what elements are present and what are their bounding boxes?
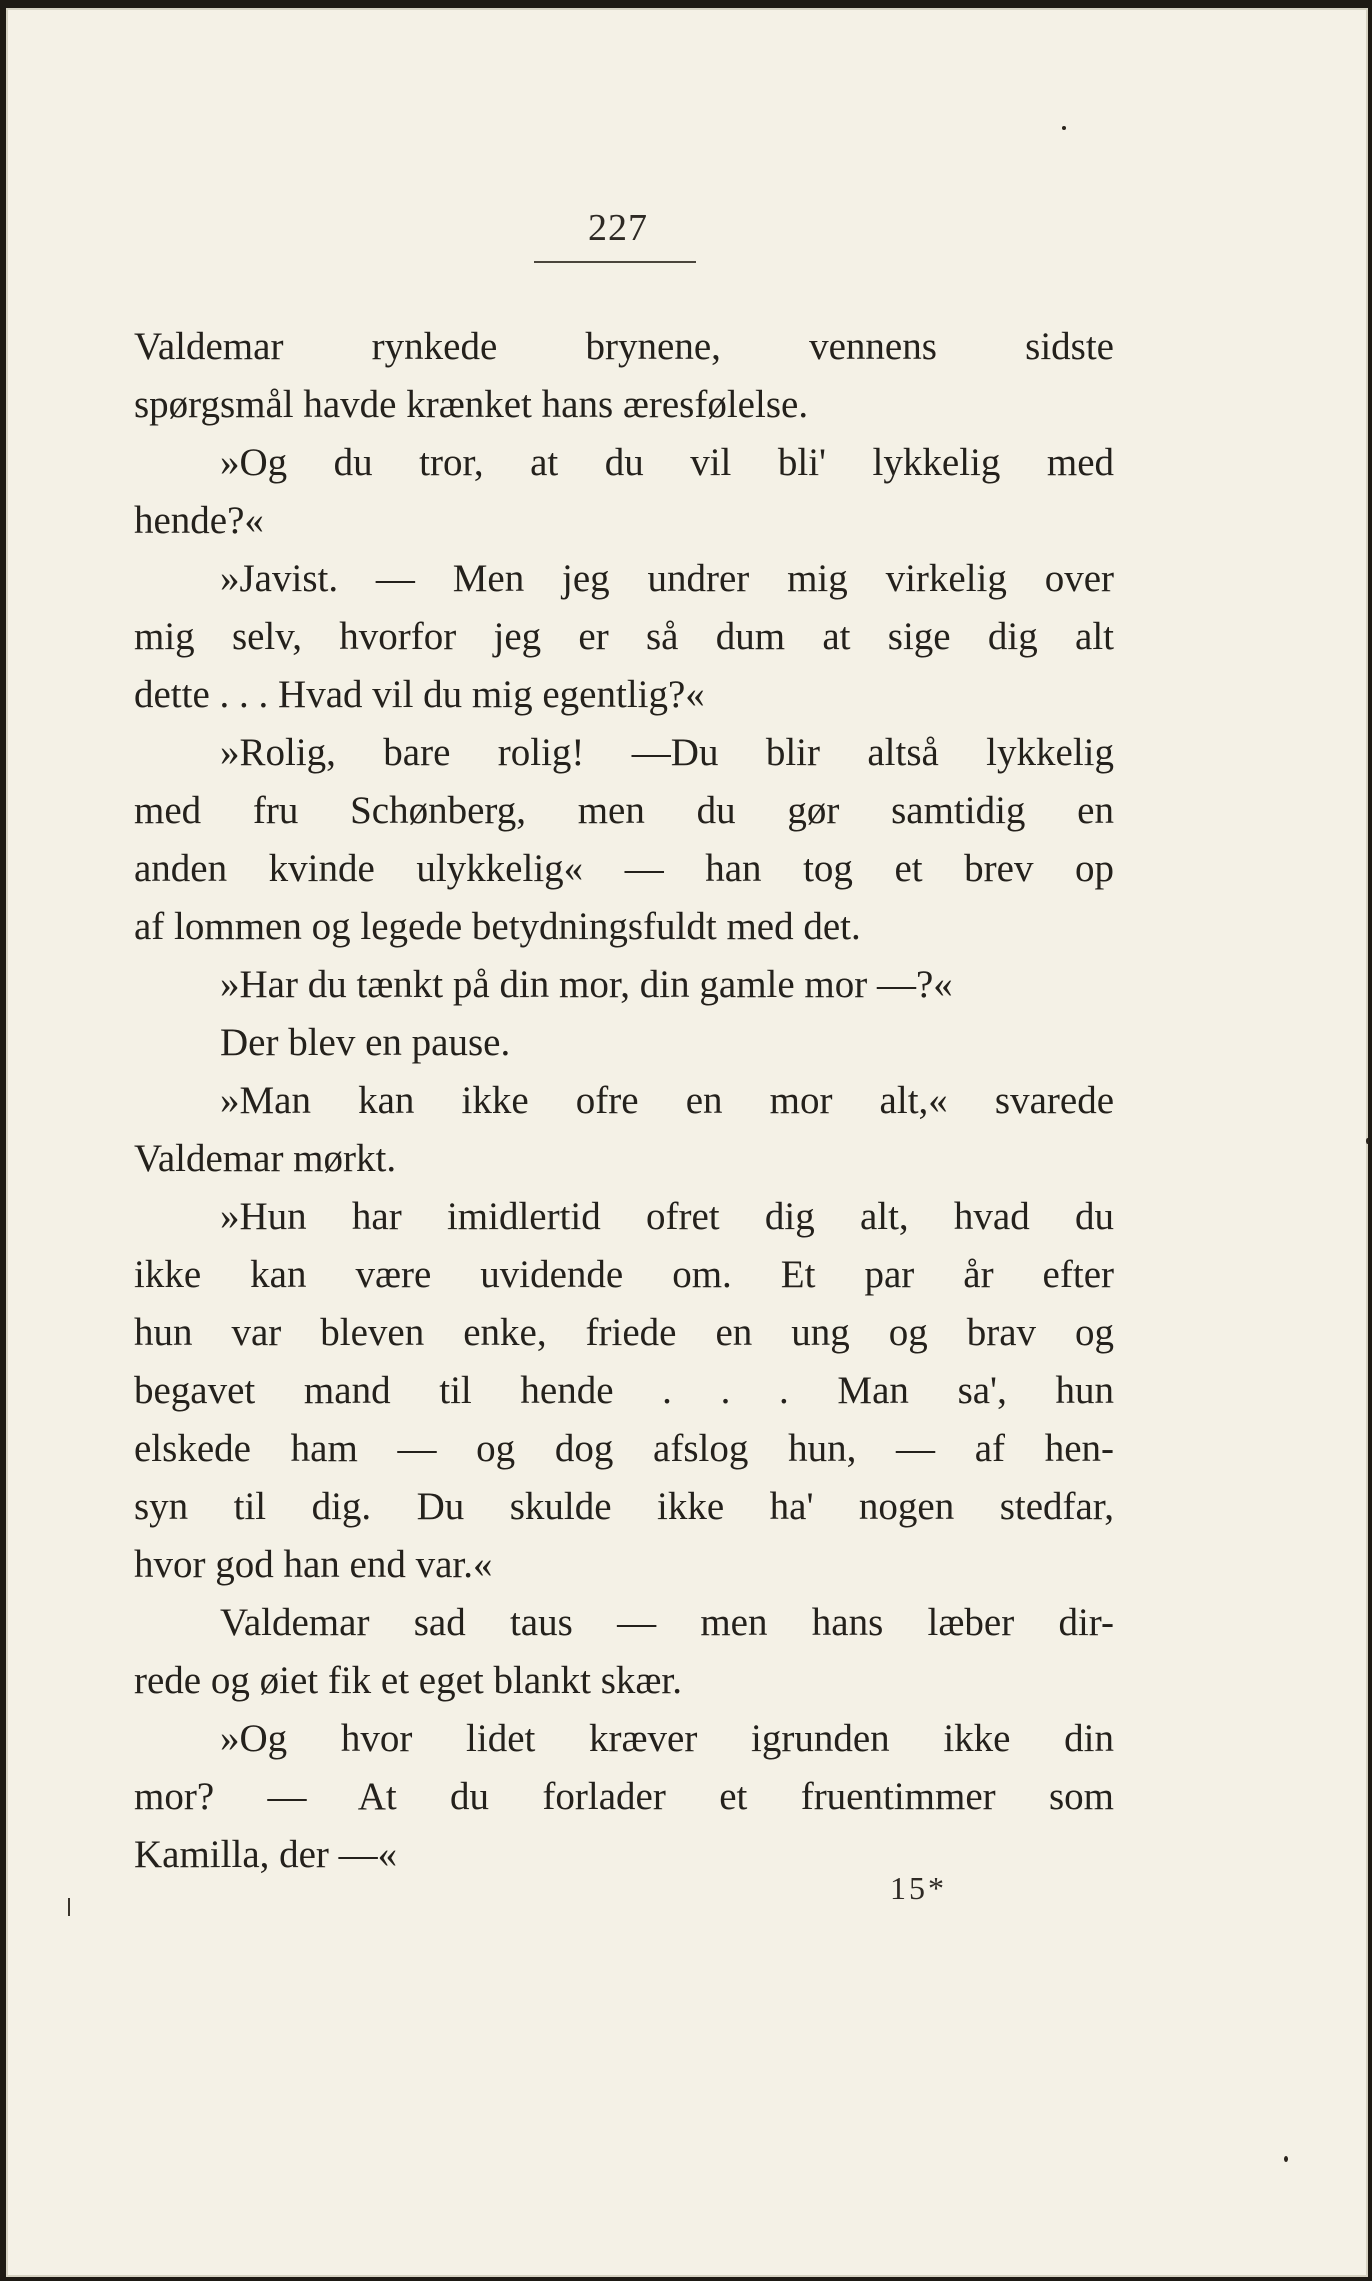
text-line: ikke kan være uvidende om. Et par år efter	[134, 1253, 1114, 1296]
margin-tick	[68, 1898, 70, 1916]
text-line: elskede ham — og dog afslog hun, — af hen-	[134, 1427, 1114, 1470]
text-line: hun var bleven enke, friede en ung og brav og	[134, 1311, 1114, 1354]
text-line: Kamilla, der —«	[134, 1833, 398, 1876]
header-rule	[534, 261, 696, 263]
text-line: anden kvinde ulykkelig« — han tog et brev op	[134, 847, 1114, 890]
text-line: dette . . . Hvad vil du mig egentlig?«	[134, 673, 705, 716]
text-line: med fru Schønberg, men du gør samtidig en	[134, 789, 1114, 832]
text-line: »Man kan ikke ofre en mor alt,« svarede	[220, 1079, 1114, 1122]
text-line: rede og øiet fik et eget blankt skær.	[134, 1659, 683, 1702]
paper-speck	[1062, 126, 1066, 130]
text-line: »Har du tænkt på din mor, din gamle mor —?«	[220, 963, 953, 1006]
book-page	[6, 8, 1368, 2277]
text-line: Valdemar rynkede brynene, vennens sidste	[134, 325, 1114, 368]
text-line: Valdemar mørkt.	[134, 1137, 397, 1180]
text-line: mig selv, hvorfor jeg er så dum at sige dig alt	[134, 615, 1114, 658]
paper-speck	[1284, 2156, 1288, 2162]
text-line: »Hun har imidlertid ofret dig alt, hvad du	[220, 1195, 1114, 1238]
text-line: syn til dig. Du skulde ikke ha' nogen stedfar,	[134, 1485, 1114, 1528]
text-line: mor? — At du forlader et fruentimmer som	[134, 1775, 1114, 1818]
text-line: Der blev en pause.	[220, 1021, 511, 1064]
page-number: 227	[588, 207, 648, 249]
text-line: »Javist. — Men jeg undrer mig virkelig over	[220, 557, 1114, 600]
text-line: spørgsmål havde krænket hans æresfølelse.	[134, 383, 809, 426]
text-line: af lommen og legede betydningsfuldt med det.	[134, 905, 861, 948]
text-line: »Og hvor lidet kræver igrunden ikke din	[220, 1717, 1114, 1760]
text-line: hvor god han end var.«	[134, 1543, 493, 1586]
text-line: hende?«	[134, 499, 264, 542]
printer-signature-mark: 15*	[890, 1870, 947, 1906]
text-line: »Og du tror, at du vil bli' lykkelig med	[220, 441, 1114, 484]
text-line: begavet mand til hende . . . Man sa', hun	[134, 1369, 1114, 1412]
text-line: Valdemar sad taus — men hans læber dir-	[220, 1601, 1114, 1644]
text-line: »Rolig, bare rolig! —Du blir altså lykkelig	[220, 731, 1114, 774]
paper-speck	[1366, 1138, 1369, 1144]
